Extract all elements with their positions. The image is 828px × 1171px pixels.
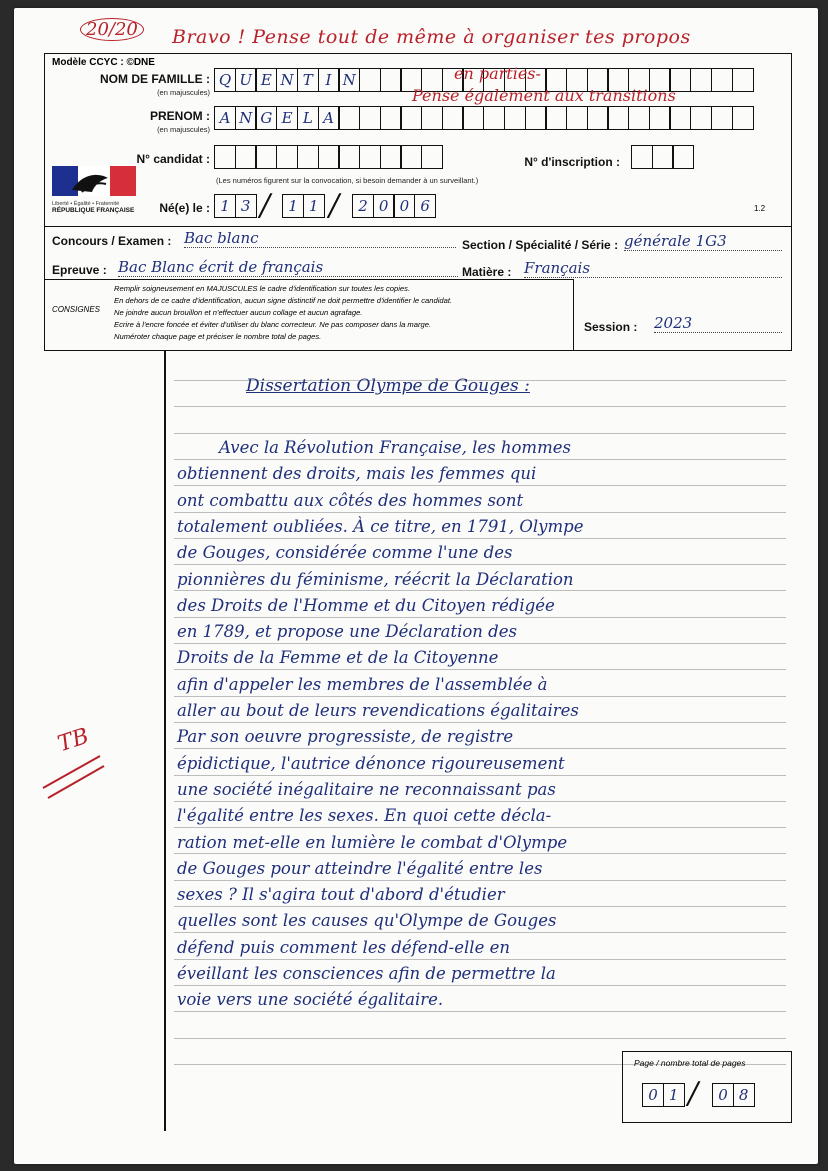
ruled-line bbox=[174, 827, 786, 828]
letter-box[interactable] bbox=[421, 145, 443, 169]
letter-box[interactable] bbox=[380, 68, 402, 92]
candidat-label: N° candidat : bbox=[136, 152, 210, 166]
teacher-comment-2: en parties- bbox=[454, 64, 541, 83]
letter-box[interactable]: N bbox=[235, 106, 257, 130]
letter-box[interactable] bbox=[214, 145, 236, 169]
letter-box[interactable]: T bbox=[297, 68, 319, 92]
ruled-line bbox=[174, 801, 786, 802]
ruled-line bbox=[174, 853, 786, 854]
birth-label: Né(e) le : bbox=[159, 201, 210, 215]
letter-box[interactable]: 1 bbox=[214, 194, 236, 218]
ruled-line bbox=[174, 485, 786, 486]
essay-line: ration met-elle en lumière le combat d'Olympe bbox=[177, 832, 568, 852]
letter-box[interactable] bbox=[628, 106, 650, 130]
letter-box[interactable] bbox=[711, 106, 733, 130]
ruled-line bbox=[174, 564, 786, 565]
consigne-item: Remplir soigneusement en MAJUSCULES le cadre d'identification sur toutes les copies. bbox=[114, 284, 411, 293]
consigne-item: Ecrire à l'encre foncée et éviter d'utiliser du blanc correcteur. Ne pas composer dans la marge. bbox=[114, 320, 432, 329]
epreuve-value[interactable]: Bac Blanc écrit de français bbox=[118, 258, 458, 277]
letter-box[interactable] bbox=[669, 106, 691, 130]
ruled-line bbox=[174, 932, 786, 933]
essay-line: en 1789, et propose une Déclaration des bbox=[177, 622, 517, 642]
ruled-line bbox=[174, 512, 786, 513]
republic-logo bbox=[52, 166, 136, 214]
page-total-boxes[interactable] bbox=[712, 1083, 753, 1107]
nom-hint: (en majuscules) bbox=[157, 88, 210, 97]
letter-box[interactable]: G bbox=[255, 106, 277, 130]
essay-line: Droits de la Femme et de la Citoyenne bbox=[177, 648, 499, 668]
letter-box[interactable]: 2 bbox=[352, 194, 374, 218]
essay-title: Dissertation Olympe de Gouges : bbox=[246, 376, 530, 396]
grade: 20/20 bbox=[80, 18, 144, 41]
page-current-boxes[interactable] bbox=[642, 1083, 683, 1107]
ruled-line bbox=[174, 906, 786, 907]
letter-box[interactable] bbox=[359, 106, 381, 130]
exam-sheet: 20/20 Bravo ! Pense tout de même à organiser tes propos en parties- Pense également aux transitions Modèle CCYC : ©DNE NOM DE FAMILLE : (en majuscules) Q U E N T I N PRENOM : (en majuscules) A N G E L A N° candidat : (Les numéros figurent sur la convocation, si besoin demander à un surveillant.) N° d'inscription : Liberté • Égalité • Fraternité RÉPUBLIQUE FRANÇAISE Né(e) le : 1 3 / 1 1 / 2 0 0 6 1.2 Concours / Examen : Bac blanc Section / Spécialité / Série : générale 1G3 Epreuve : Bac Blanc écrit de français Matière : Français CONSIGNES Remplir soigneusement en MAJUSCULES le cadre d'identification sur toutes les copies. En dehors de ce cadre d'identification, aucun signe distinctif ne doit permettre d'identifier le candidat. Ne joindre aucun brouillon et n'effectuer aucun collage et aucun agrafage. Ecrire à l'encre foncée et éviter d'utiliser du blanc correcteur. Ne pas composer dans la marge. Numéroter chaque page et préciser le nombre total de pages. Session : 2023 TB Dissertation Olympe de Gouges : Avec la Révolution Française, les hommes obtiennent des droits, mais les femmes qui ont combattu aux côtés des hommes sont totalement oubliées. À ce titre, en 1791, Olympe de Gouges, considérée comme l'une des pionnières du féminisme, réécrit la Déclaration des Droits de l'Homme et du Citoyen rédigée en 1789, et propose une Déclaration des Droits de la Femme et de la Citoyenne afin d'appeler les membres de l'assemblée à aller au bout de leurs revendications égalitaires Par son oeuvre progressiste, de registre épidictique, l'autrice dénonce rigoureusement une société inégalitaire ne reconnaissant pas l'égalité entre les sexes. En quoi cette décla- ration met-elle en lumière le combat d'Olympe de Gouges pour atteindre l'égalité entre les sexes ? Il s'agira tout d'abord d'étudier quelles sont les causes qu'Olympe de Gouges défend puis comment les défend-elle en éveillant les consciences afin de permettre la voie vers une société égalitaire. Page / nombre total de pages 0 1 / 0 8 bbox=[14, 8, 818, 1164]
letter-box[interactable] bbox=[732, 68, 754, 92]
letter-box[interactable]: N bbox=[338, 68, 360, 92]
ruled-line bbox=[174, 1011, 786, 1012]
letter-box[interactable] bbox=[297, 145, 319, 169]
prenom-label: PRENOM : bbox=[150, 109, 210, 123]
page-label: Page / nombre total de pages bbox=[634, 1058, 746, 1068]
letter-box[interactable] bbox=[235, 145, 257, 169]
letter-box[interactable] bbox=[525, 106, 547, 130]
letter-box[interactable] bbox=[380, 106, 402, 130]
ruled-line bbox=[174, 959, 786, 960]
letter-box[interactable] bbox=[462, 106, 484, 130]
letter-box[interactable] bbox=[338, 106, 360, 130]
letter-box[interactable]: 1 bbox=[303, 194, 325, 218]
letter-box[interactable]: U bbox=[235, 68, 257, 92]
essay-line: quelles sont les causes qu'Olympe de Gouges bbox=[177, 911, 557, 931]
letter-box[interactable]: 0 bbox=[712, 1083, 734, 1107]
letter-box[interactable] bbox=[380, 145, 402, 169]
birth-month-boxes[interactable] bbox=[282, 194, 323, 218]
essay-line: défend puis comment les défend-elle en bbox=[177, 937, 510, 957]
essay-line: des Droits de l'Homme et du Citoyen rédigée bbox=[177, 595, 555, 615]
essay-line: Avec la Révolution Française, les hommes bbox=[219, 438, 571, 457]
letter-box[interactable] bbox=[631, 145, 653, 169]
essay-line: obtiennent des droits, mais les femmes qui bbox=[177, 464, 537, 484]
margin-check-icon bbox=[38, 748, 108, 808]
letter-box[interactable] bbox=[672, 145, 694, 169]
prenom-boxes[interactable] bbox=[214, 106, 752, 130]
essay-line: sexes ? Il s'agira tout d'abord d'étudier bbox=[177, 885, 505, 905]
letter-box[interactable] bbox=[652, 145, 674, 169]
letter-box[interactable] bbox=[690, 106, 712, 130]
essay-line: totalement oubliées. À ce titre, en 1791, Olympe bbox=[177, 516, 584, 536]
letter-box[interactable]: E bbox=[255, 68, 277, 92]
essay-line: l'égalité entre les sexes. En quoi cette décla- bbox=[177, 806, 552, 826]
essay-line: éveillant les consciences afin de permettre la bbox=[177, 964, 556, 983]
session-value[interactable]: 2023 bbox=[654, 314, 782, 333]
margin-line bbox=[164, 351, 166, 1131]
letter-box[interactable] bbox=[690, 68, 712, 92]
ruled-line bbox=[174, 722, 786, 723]
letter-box[interactable]: I bbox=[318, 68, 340, 92]
section-value[interactable]: générale 1G3 bbox=[624, 232, 782, 251]
ruled-line bbox=[174, 985, 786, 986]
letter-box[interactable]: 8 bbox=[733, 1083, 755, 1107]
concours-label: Concours / Examen : bbox=[52, 234, 172, 248]
essay-line: voie vers une société égalitaire. bbox=[177, 990, 444, 1010]
logo-republic: RÉPUBLIQUE FRANÇAISE bbox=[52, 207, 135, 214]
ruled-line bbox=[174, 669, 786, 670]
section-label: Section / Spécialité / Série : bbox=[462, 238, 619, 252]
letter-box[interactable]: 0 bbox=[373, 194, 395, 218]
ruled-line bbox=[174, 696, 786, 697]
matiere-value[interactable]: Français bbox=[524, 259, 782, 278]
letter-box[interactable] bbox=[732, 106, 754, 130]
essay-line: de Gouges pour atteindre l'égalité entre les bbox=[177, 858, 543, 878]
letter-box[interactable] bbox=[400, 106, 422, 130]
inscription-label: N° d'inscription : bbox=[524, 155, 620, 169]
letter-box[interactable]: 1 bbox=[663, 1083, 685, 1107]
teacher-comment-3: Pense également aux transitions bbox=[412, 86, 676, 105]
ruled-line bbox=[174, 433, 786, 434]
ruled-line bbox=[174, 406, 786, 407]
candidat-boxes[interactable] bbox=[214, 145, 442, 169]
nom-label: NOM DE FAMILLE : bbox=[100, 72, 210, 86]
letter-box[interactable] bbox=[545, 106, 567, 130]
essay-line: aller au bout de leurs revendications égalitaires bbox=[177, 701, 579, 720]
letter-box[interactable]: 6 bbox=[414, 194, 436, 218]
essay-line: afin d'appeler les membres de l'assemblée à bbox=[177, 674, 548, 694]
letter-box[interactable] bbox=[276, 145, 298, 169]
consignes-list bbox=[114, 283, 572, 343]
letter-box[interactable] bbox=[400, 145, 422, 169]
letter-box[interactable]: 1 bbox=[282, 194, 304, 218]
ruled-line bbox=[174, 1038, 786, 1039]
letter-box[interactable]: Q bbox=[214, 68, 236, 92]
ruled-line bbox=[174, 617, 786, 618]
letter-box[interactable] bbox=[649, 106, 671, 130]
essay-line: Par son oeuvre progressiste, de registre bbox=[177, 727, 514, 747]
essay-line: épidictique, l'autrice dénonce rigoureusement bbox=[177, 753, 565, 773]
ruled-line bbox=[174, 643, 786, 644]
birth-year-boxes[interactable] bbox=[352, 194, 435, 218]
letter-box[interactable] bbox=[442, 106, 464, 130]
letter-box[interactable]: A bbox=[318, 106, 340, 130]
marianne-emblem-icon bbox=[52, 166, 136, 196]
letter-box[interactable] bbox=[255, 145, 277, 169]
ruled-line bbox=[174, 538, 786, 539]
letter-box[interactable] bbox=[483, 106, 505, 130]
birth-day-boxes[interactable] bbox=[214, 194, 255, 218]
letter-box[interactable] bbox=[338, 145, 360, 169]
letter-box[interactable]: 3 bbox=[235, 194, 257, 218]
letter-box[interactable]: A bbox=[214, 106, 236, 130]
matiere-label: Matière : bbox=[462, 265, 512, 279]
letter-box[interactable] bbox=[359, 145, 381, 169]
form-version: 1.2 bbox=[754, 204, 766, 213]
consigne-item: Numéroter chaque page et préciser le nombre total de pages. bbox=[114, 332, 322, 341]
essay-line: de Gouges, considérée comme l'une des bbox=[177, 543, 513, 563]
letter-box[interactable] bbox=[607, 106, 629, 130]
session-label: Session : bbox=[584, 320, 638, 334]
epreuve-label: Epreuve : bbox=[52, 263, 107, 277]
ruled-line bbox=[174, 880, 786, 881]
consigne-item: En dehors de ce cadre d'identification, aucun signe distinctif ne doit permettre d'identifier le candidat. bbox=[114, 296, 453, 305]
inscription-boxes[interactable] bbox=[631, 145, 693, 169]
margin-note: TB bbox=[54, 723, 92, 758]
concours-value[interactable]: Bac blanc bbox=[184, 229, 456, 248]
ruled-line bbox=[174, 748, 786, 749]
letter-box[interactable] bbox=[566, 106, 588, 130]
consignes-label: CONSIGNES bbox=[52, 305, 101, 314]
essay-line: une société inégalitaire ne reconnaissant pas bbox=[177, 779, 556, 799]
letter-box[interactable]: L bbox=[297, 106, 319, 130]
candidat-note: (Les numéros figurent sur la convocation, si besoin demander à un surveillant.) bbox=[216, 176, 479, 185]
letter-box[interactable] bbox=[587, 106, 609, 130]
letter-box[interactable] bbox=[318, 145, 340, 169]
ruled-line bbox=[174, 775, 786, 776]
letter-box[interactable]: N bbox=[276, 68, 298, 92]
letter-box[interactable]: 0 bbox=[642, 1083, 664, 1107]
essay-line: ont combattu aux côtés des hommes sont bbox=[177, 490, 524, 510]
consigne-item: Ne joindre aucun brouillon et n'effectuer aucun collage et aucun agrafage. bbox=[114, 308, 363, 317]
ruled-line bbox=[174, 459, 786, 460]
logo-motto: Liberté • Égalité • Fraternité bbox=[52, 201, 120, 207]
essay-line: pionnières du féminisme, réécrit la Déclaration bbox=[177, 569, 574, 589]
letter-box[interactable] bbox=[711, 68, 733, 92]
letter-box[interactable] bbox=[421, 106, 443, 130]
prenom-hint: (en majuscules) bbox=[157, 125, 210, 134]
teacher-comment-1: Bravo ! Pense tout de même à organiser tes propos bbox=[172, 26, 691, 48]
letter-box[interactable] bbox=[359, 68, 381, 92]
letter-box[interactable] bbox=[504, 106, 526, 130]
model-label: Modèle CCYC : ©DNE bbox=[52, 57, 155, 68]
letter-box[interactable]: 0 bbox=[393, 194, 415, 218]
ruled-line bbox=[174, 590, 786, 591]
letter-box[interactable]: E bbox=[276, 106, 298, 130]
